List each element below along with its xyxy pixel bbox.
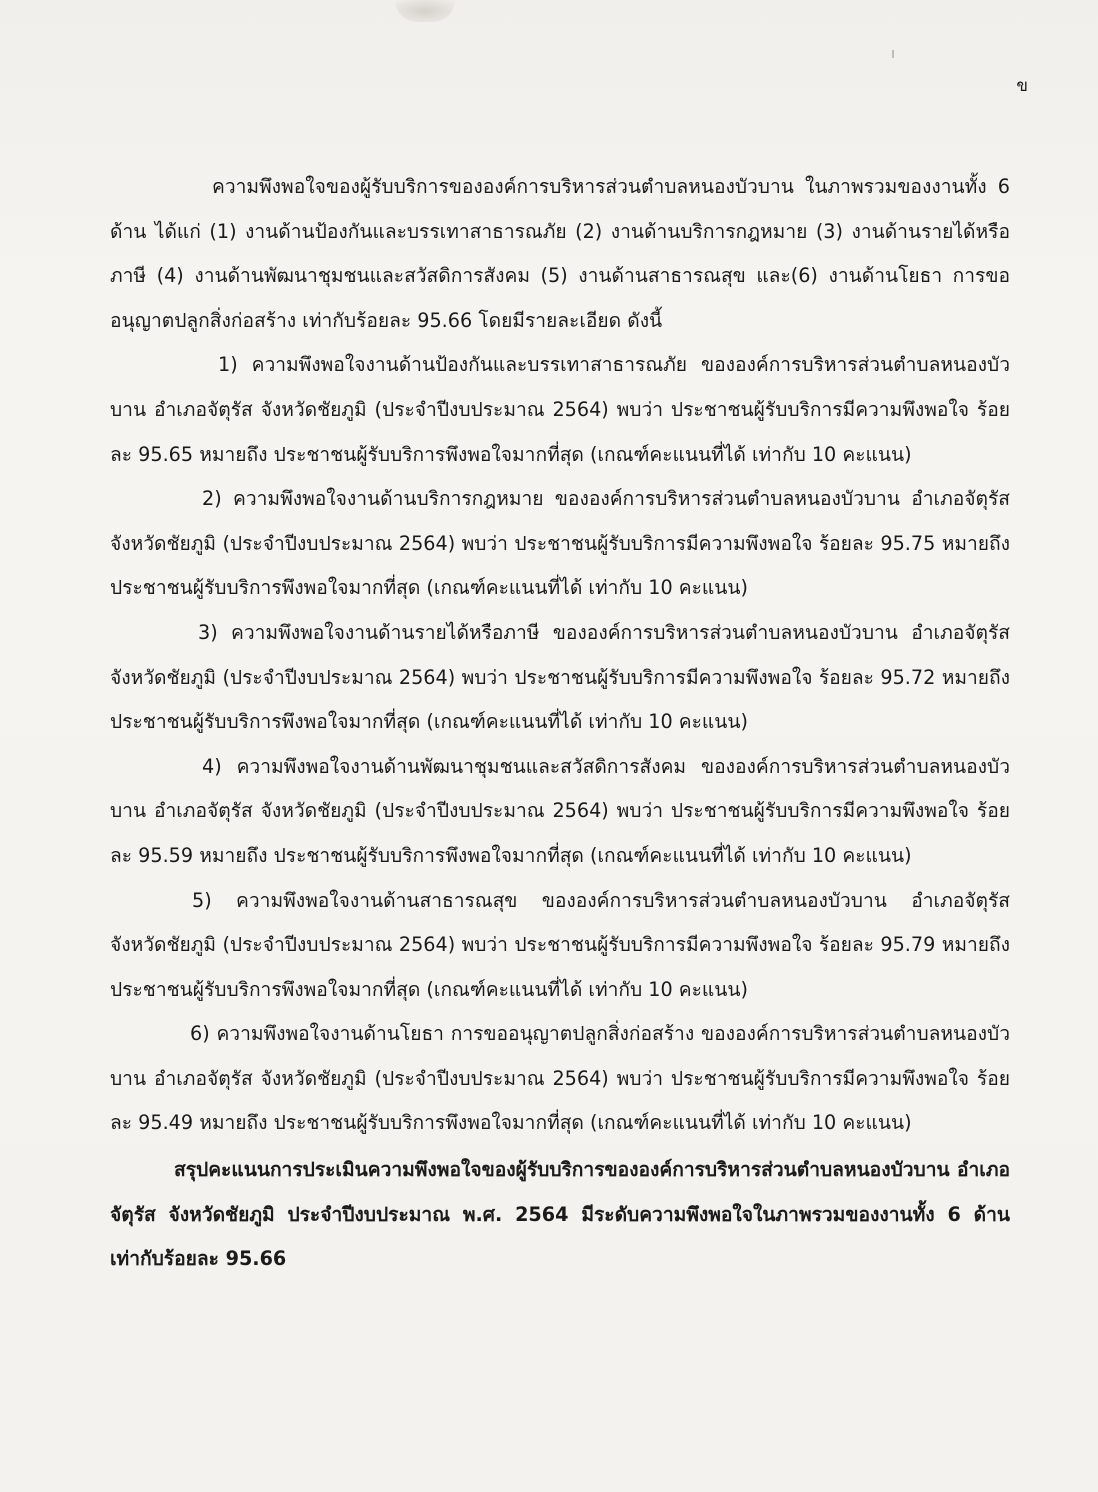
scan-speck (892, 50, 894, 58)
item-paragraph-5: 5) ความพึงพอใจงานด้านสาธารณสุข ขององค์การบริหารส่วนตำบลหนองบัวบาน อำเภอจัตุรัส จังหวัดชัยภูมิ (ประจำปีงบประมาณ 2564) พบว่า ประชาชนผู้รับบริการมีความพึงพอใจ ร้อยละ 95.79 หมายถึง ประชาชนผู้รับบริการพึงพอใจมากที่สุด (เกณฑ์คะแนนที่ได้ เท่ากับ 10 คะแนน) (110, 888, 1010, 1001)
item-paragraph-6: 6) ความพึงพอใจงานด้านโยธา การขออนุญาตปลูกสิ่งก่อสร้าง ขององค์การบริหารส่วนตำบลหนองบัวบาน อำเภอจัตุรัส จังหวัดชัยภูมิ (ประจำปีงบประมาณ 2564) พบว่า ประชาชนผู้รับบริการมีความพึงพอใจ ร้อยละ 95.49 หมายถึง ประชาชนผู้รับบริการพึงพอใจมากที่สุด (เกณฑ์คะแนนที่ได้ เท่ากับ 10 คะแนน) (110, 1022, 1010, 1135)
summary-paragraph: สรุปคะแนนการประเมินความพึงพอใจของผู้รับบริการขององค์การบริหารส่วนตำบลหนองบัวบาน อำเภอจัตุรัส จังหวัดชัยภูมิ ประจำปีงบประมาณ พ.ศ. 2564 มีระดับความพึงพอใจในภาพรวมของงานทั้ง 6 ด้าน เท่ากับร้อยละ 95.66 (110, 1158, 1010, 1271)
scan-smudge (395, 0, 455, 22)
item-paragraph-3: 3) ความพึงพอใจงานด้านรายได้หรือภาษี ขององค์การบริหารส่วนตำบลหนองบัวบาน อำเภอจัตุรัส จังหวัดชัยภูมิ (ประจำปีงบประมาณ 2564) พบว่า ประชาชนผู้รับบริการมีความพึงพอใจ ร้อยละ 95.72 หมายถึง ประชาชนผู้รับบริการพึงพอใจมากที่สุด (เกณฑ์คะแนนที่ได้ เท่ากับ 10 คะแนน) (110, 620, 1010, 734)
item-paragraph-1: 1) ความพึงพอใจงานด้านป้องกันและบรรเทาสาธารณภัย ขององค์การบริหารส่วนตำบลหนองบัวบาน อำเภอจัตุรัส จังหวัดชัยภูมิ (ประจำปีงบประมาณ 2564) พบว่า ประชาชนผู้รับบริการมีความพึงพอใจ ร้อยละ 95.65 หมายถึง ประชาชนผู้รับบริการพึงพอใจมากที่สุด (เกณฑ์คะแนนที่ได้ เท่ากับ 10 คะแนน) (110, 353, 1010, 466)
document-body (110, 165, 1010, 1282)
page-number: ข (1016, 76, 1028, 96)
intro-paragraph: ความพึงพอใจของผู้รับบริการขององค์การบริหารส่วนตำบลหนองบัวบาน ในภาพรวมของงานทั้ง 6 ด้าน ได้แก่ (1) งานด้านป้องกันและบรรเทาสาธารณภัย (2) งานด้านบริการกฎหมาย (3) งานด้านรายได้หรือภาษี (4) งานด้านพัฒนาชุมชนและสวัสดิการสังคม (5) งานด้านสาธารณสุข และ(6) งานด้านโยธา การขออนุญาตปลูกสิ่งก่อสร้าง เท่ากับร้อยละ 95.66 โดยมีรายละเอียด ดังนี้ (110, 175, 1010, 332)
item-paragraph-2: 2) ความพึงพอใจงานด้านบริการกฎหมาย ขององค์การบริหารส่วนตำบลหนองบัวบาน อำเภอจัตุรัส จังหวัดชัยภูมิ (ประจำปีงบประมาณ 2564) พบว่า ประชาชนผู้รับบริการมีความพึงพอใจ ร้อยละ 95.75 หมายถึง ประชาชนผู้รับบริการพึงพอใจมากที่สุด (เกณฑ์คะแนนที่ได้ เท่ากับ 10 คะแนน) (110, 487, 1010, 600)
item-paragraph-4: 4) ความพึงพอใจงานด้านพัฒนาชุมชนและสวัสดิการสังคม ขององค์การบริหารส่วนตำบลหนองบัวบาน อำเภอจัตุรัส จังหวัดชัยภูมิ (ประจำปีงบประมาณ 2564) พบว่า ประชาชนผู้รับบริการมีความพึงพอใจ ร้อยละ 95.59 หมายถึง ประชาชนผู้รับบริการพึงพอใจมากที่สุด (เกณฑ์คะแนนที่ได้ เท่ากับ 10 คะแนน) (110, 754, 1010, 867)
